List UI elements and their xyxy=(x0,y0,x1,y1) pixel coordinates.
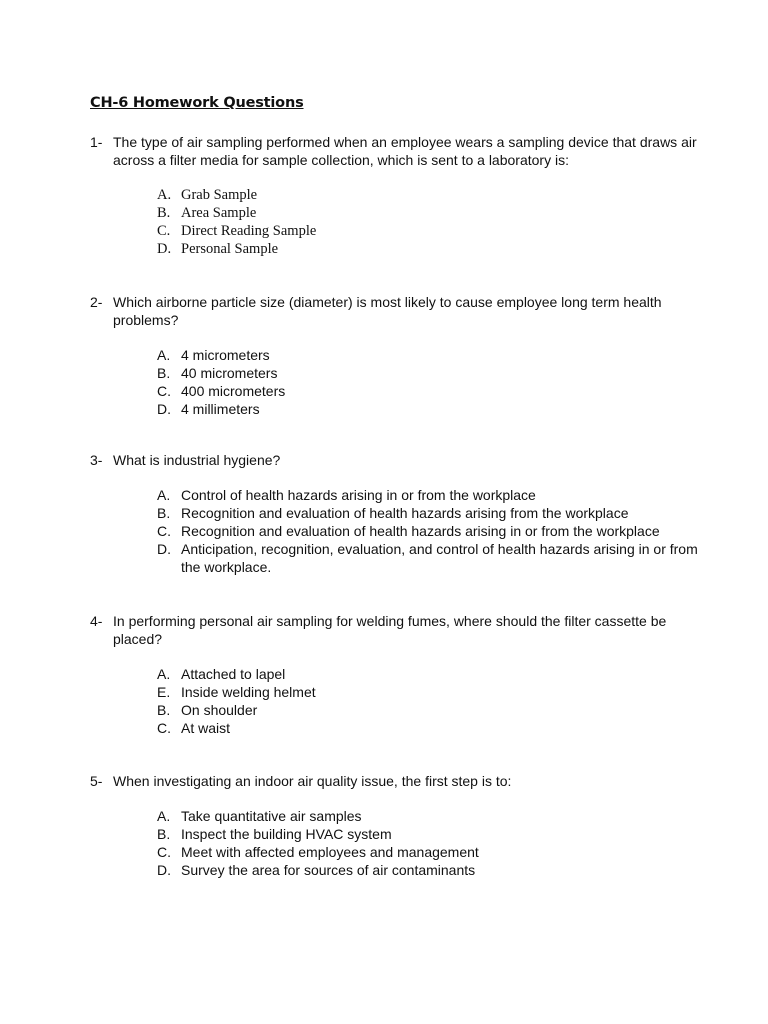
answer-option xyxy=(157,825,711,843)
option-letter: D. xyxy=(157,401,171,417)
option-text: On shoulder xyxy=(181,702,258,718)
option-text: At waist xyxy=(181,720,231,736)
question-1 xyxy=(90,133,730,258)
option-letter: A. xyxy=(157,187,172,203)
option-letter: B. xyxy=(157,826,171,842)
question-number: 3- xyxy=(90,452,103,468)
question-text: The type of air sampling performed when an employee wears a sampling device that draws air across a filter media for sample collection, which is sent to a laboratory is: xyxy=(113,134,697,168)
answer-option xyxy=(157,540,711,576)
answer-option xyxy=(157,222,711,240)
option-letter: B. xyxy=(157,365,171,381)
option-letter: C. xyxy=(157,383,171,399)
question-2 xyxy=(90,293,730,418)
question-4 xyxy=(90,612,730,737)
answer-option xyxy=(157,843,711,861)
answer-option xyxy=(157,861,711,879)
answer-option xyxy=(157,807,711,825)
answer-options xyxy=(157,346,730,418)
option-letter: C. xyxy=(157,720,171,736)
answer-option xyxy=(157,364,711,382)
option-text: 400 micrometers xyxy=(181,383,286,399)
option-text: Grab Sample xyxy=(181,187,258,203)
option-text: Recognition and evaluation of health hazards arising in or from the workplace xyxy=(181,523,660,539)
option-letter: D. xyxy=(157,541,171,557)
answer-options xyxy=(157,665,730,737)
answer-option xyxy=(157,486,711,504)
option-letter: A. xyxy=(157,666,171,682)
answer-option xyxy=(157,204,711,222)
option-text: Attached to lapel xyxy=(181,666,286,682)
option-letter: E. xyxy=(157,684,171,700)
option-letter: A. xyxy=(157,808,171,824)
option-text: Recognition and evaluation of health hazards arising from the workplace xyxy=(181,505,629,521)
question-5 xyxy=(90,772,730,879)
option-letter: D. xyxy=(157,862,171,878)
option-text: Personal Sample xyxy=(181,241,279,257)
question-number: 2- xyxy=(90,294,103,310)
answer-option xyxy=(157,346,711,364)
question-text: When investigating an indoor air quality issue, the first step is to: xyxy=(113,773,512,789)
answer-option xyxy=(157,719,711,737)
answer-option xyxy=(157,683,711,701)
option-letter: C. xyxy=(157,844,171,860)
page-title: CH-6 Homework Questions xyxy=(90,95,304,111)
option-text: 4 millimeters xyxy=(181,401,260,417)
option-text: Anticipation, recognition, evaluation, and control of health hazards arising in or from the workplace. xyxy=(181,541,698,575)
option-letter: B. xyxy=(157,205,171,221)
option-text: Inspect the building HVAC system xyxy=(181,826,392,842)
option-text: Take quantitative air samples xyxy=(181,808,362,824)
answer-options xyxy=(157,486,730,576)
option-text: Control of health hazards arising in or from the workplace xyxy=(181,487,536,503)
answer-option xyxy=(157,382,711,400)
answer-option xyxy=(157,240,711,258)
answer-option xyxy=(157,665,711,683)
question-text: In performing personal air sampling for welding fumes, where should the filter cassette be placed? xyxy=(113,613,667,647)
question-text: Which airborne particle size (diameter) is most likely to cause employee long term health problems? xyxy=(113,294,662,328)
option-text: Direct Reading Sample xyxy=(181,223,317,239)
option-text: Inside welding helmet xyxy=(181,684,316,700)
option-letter: C. xyxy=(157,223,171,239)
option-text: Meet with affected employees and management xyxy=(181,844,479,860)
answer-option xyxy=(157,504,711,522)
question-3 xyxy=(90,451,730,576)
option-text: Area Sample xyxy=(181,205,257,221)
option-text: Survey the area for sources of air contaminants xyxy=(181,862,476,878)
question-number: 5- xyxy=(90,773,103,789)
option-letter: A. xyxy=(157,347,171,363)
answer-option xyxy=(157,186,711,204)
option-letter: C. xyxy=(157,523,171,539)
answer-options xyxy=(157,186,730,258)
option-text: 4 micrometers xyxy=(181,347,270,363)
answer-option xyxy=(157,522,711,540)
question-number: 1- xyxy=(90,134,103,150)
answer-options xyxy=(157,807,730,879)
question-text: What is industrial hygiene? xyxy=(113,452,281,468)
option-letter: B. xyxy=(157,702,171,718)
question-number: 4- xyxy=(90,613,103,629)
option-letter: D. xyxy=(157,241,172,257)
answer-option xyxy=(157,701,711,719)
option-letter: A. xyxy=(157,487,171,503)
answer-option xyxy=(157,400,711,418)
option-letter: B. xyxy=(157,505,171,521)
option-text: 40 micrometers xyxy=(181,365,278,381)
